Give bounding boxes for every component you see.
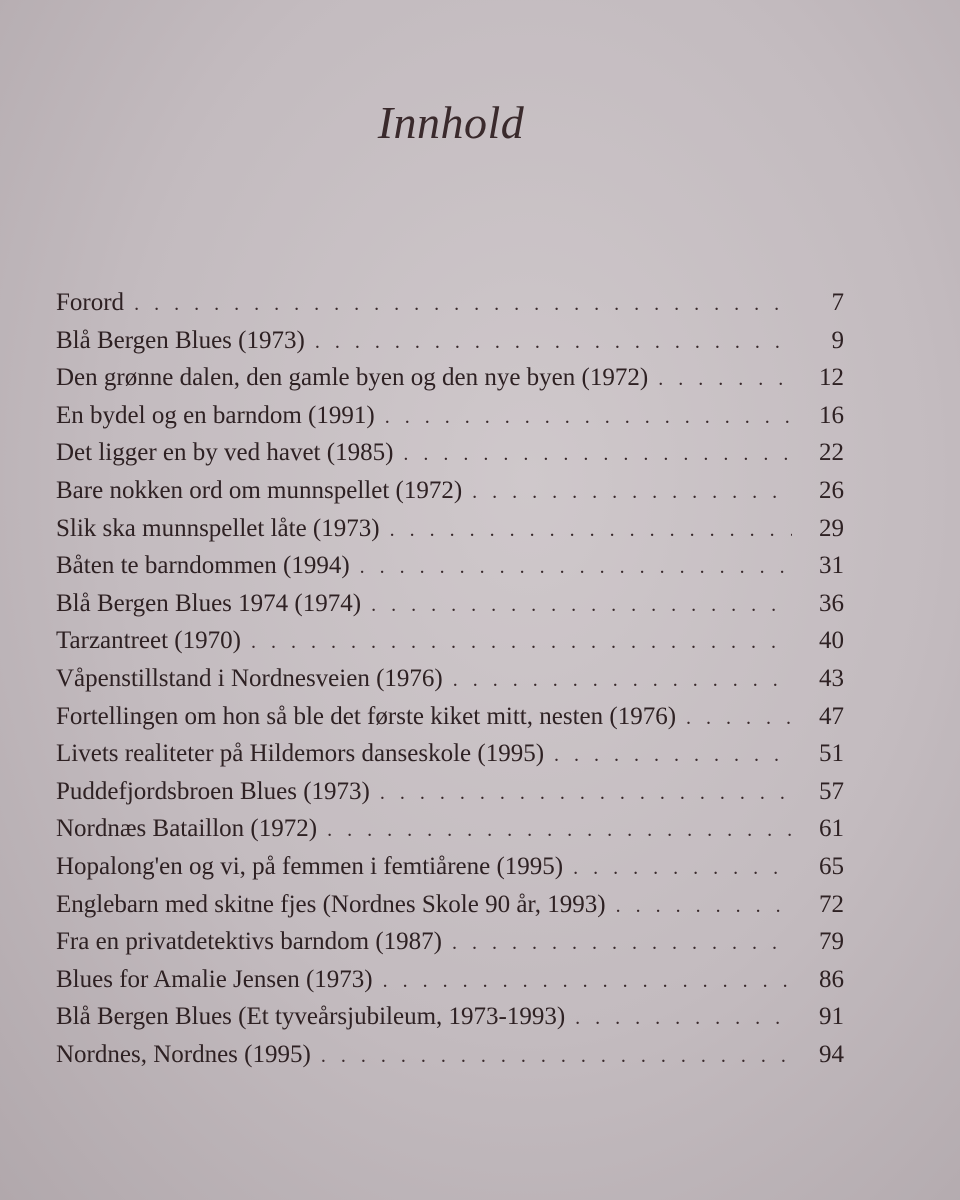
toc-entry-page-number: 16 <box>819 401 844 429</box>
page-title: Innhold <box>377 97 525 148</box>
toc-entry-page-number: 43 <box>819 664 844 692</box>
toc-entry-page-number: 57 <box>819 777 844 805</box>
toc-entry-page-number: 61 <box>819 815 844 843</box>
toc-entry-title: Tarzantreet (1970) <box>56 627 241 655</box>
dot-leader <box>134 286 792 324</box>
toc-entry <box>56 923 844 961</box>
toc-entry <box>56 1036 844 1074</box>
dot-leader <box>403 436 792 474</box>
toc-entry-title: Forord <box>56 289 125 316</box>
dot-leader <box>321 1038 792 1076</box>
dot-leader <box>385 399 792 437</box>
toc-entry <box>56 397 844 435</box>
toc-entry-page-number: 94 <box>819 1040 844 1068</box>
toc-entry-page-number: 51 <box>819 740 844 768</box>
dot-leader <box>472 474 792 512</box>
toc-entry-page-number: 26 <box>819 476 844 504</box>
toc-entry-page-number: 36 <box>819 589 844 617</box>
toc-entry <box>56 961 844 999</box>
toc-entry-title: Fra en privatdetektivs barndom (1987) <box>56 928 443 956</box>
toc-entry-page-number: 7 <box>831 289 844 316</box>
toc-entry <box>56 434 844 472</box>
toc-entry-page-number: 72 <box>819 890 844 918</box>
dot-leader <box>371 587 792 625</box>
toc-entry <box>56 547 844 585</box>
toc-entry-page-number: 22 <box>819 439 844 467</box>
toc-entry-page-number: 29 <box>819 514 844 542</box>
toc-entry-title: Bare nokken ord om munnspellet (1972) <box>56 476 463 504</box>
toc-entry <box>56 735 844 773</box>
toc-entry-page-number: 91 <box>819 1003 844 1031</box>
dot-leader <box>360 549 792 587</box>
dot-leader <box>390 512 792 550</box>
toc-entry <box>56 698 844 736</box>
toc-entry-title: Det ligger en by ved havet (1985) <box>56 439 394 467</box>
toc-entry-title: Blå Bergen Blues (1973) <box>56 326 305 354</box>
toc-entry <box>56 359 844 397</box>
toc-entry-title: Puddefjordsbroen Blues (1973) <box>56 777 370 805</box>
dot-leader <box>658 361 792 399</box>
toc-entry-title: Slik ska munnspellet låte (1973) <box>56 514 380 542</box>
toc-entry <box>56 322 844 360</box>
toc-entry-title: Englebarn med skitne fjes (Nordnes Skole 90 år, 1993) <box>56 890 606 918</box>
dot-leader <box>327 812 792 850</box>
toc-entry-title: Blues for Amalie Jensen (1973) <box>56 965 373 993</box>
toc-entry-title: Nordnæs Bataillon (1972) <box>56 815 318 843</box>
toc-entry-page-number: 79 <box>819 928 844 956</box>
toc-entry-title: Nordnes, Nordnes (1995) <box>56 1040 311 1068</box>
dot-leader <box>315 324 792 362</box>
toc-entry-page-number: 40 <box>819 627 844 655</box>
dot-leader <box>383 963 792 1001</box>
toc-entry <box>56 660 844 698</box>
toc-entry-page-number: 47 <box>819 702 844 730</box>
dot-leader <box>573 850 792 888</box>
toc-entry-title: Båten te barndommen (1994) <box>56 552 350 580</box>
table-of-contents <box>56 284 844 1073</box>
toc-entry-title: Blå Bergen Blues (Et tyveårsjubileum, 1973-1993) <box>56 1003 566 1031</box>
toc-entry <box>56 886 844 924</box>
dot-leader <box>686 700 792 738</box>
dot-leader <box>380 775 792 813</box>
toc-entry <box>56 585 844 623</box>
toc-entry-title: Den grønne dalen, den gamle byen og den nye byen (1972) <box>56 364 649 392</box>
toc-entry <box>56 284 844 322</box>
toc-entry <box>56 622 844 660</box>
toc-entry-title: Livets realiteter på Hildemors danseskole (1995) <box>56 740 545 768</box>
toc-entry-page-number: 31 <box>819 552 844 580</box>
dot-leader <box>452 925 792 963</box>
toc-entry-title: Fortellingen om hon så ble det første kiket mitt, nesten (1976) <box>56 702 677 730</box>
toc-entry-title: Våpenstillstand i Nordnesveien (1976) <box>56 664 443 692</box>
toc-entry-title: Blå Bergen Blues 1974 (1974) <box>56 589 362 617</box>
toc-entry <box>56 472 844 510</box>
dot-leader <box>616 888 792 926</box>
toc-entry-page-number: 65 <box>819 852 844 880</box>
dot-leader <box>575 1000 792 1038</box>
toc-entry <box>56 848 844 886</box>
toc-entry-page-number: 9 <box>831 326 844 354</box>
toc-entry <box>56 510 844 548</box>
dot-leader <box>453 662 792 700</box>
dot-leader <box>554 737 792 775</box>
toc-entry <box>56 810 844 848</box>
toc-entry-title: Hopalong'en og vi, på femmen i femtiårene (1995) <box>56 852 564 880</box>
toc-entry <box>56 773 844 811</box>
toc-entry <box>56 998 844 1036</box>
dot-leader <box>251 624 792 662</box>
toc-entry-page-number: 86 <box>819 965 844 993</box>
toc-entry-page-number: 12 <box>819 364 844 392</box>
toc-entry-title: En bydel og en barndom (1991) <box>56 401 375 429</box>
